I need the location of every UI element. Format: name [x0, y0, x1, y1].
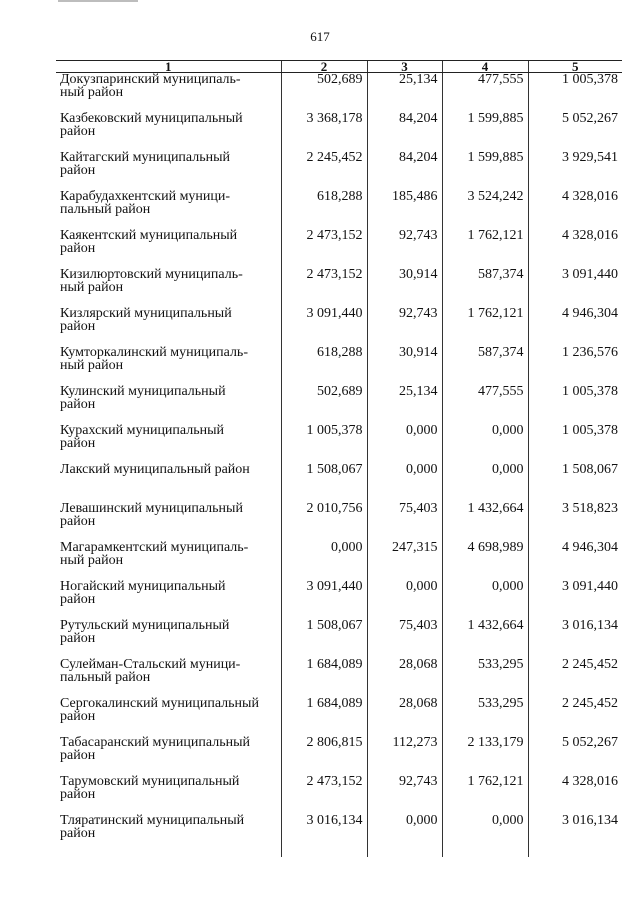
value-cell-c4: 477,555	[442, 385, 528, 424]
district-name-cell	[56, 307, 281, 346]
value-cell-c5: 1 005,378	[528, 424, 622, 463]
value-cell-c3: 84,204	[367, 112, 442, 151]
district-name-line: район	[60, 514, 96, 529]
district-name-line: район	[60, 319, 96, 334]
value-cell-c5: 2 245,452	[528, 658, 622, 697]
district-name-cell	[56, 229, 281, 268]
table-row	[56, 268, 622, 307]
value-cell-c3: 0,000	[367, 814, 442, 857]
header-col-5: 5	[528, 61, 622, 73]
value-cell-c5: 3 929,541	[528, 151, 622, 190]
page-edge-mark	[58, 0, 138, 2]
value-cell-c2: 2 806,815	[281, 736, 367, 775]
value-cell-c2: 3 016,134	[281, 814, 367, 857]
value-cell-c4: 1 599,885	[442, 151, 528, 190]
page-number: 617	[310, 29, 330, 44]
value-cell-c4: 477,555	[442, 73, 528, 113]
district-name-line: Лакский муниципальный район	[60, 462, 250, 477]
value-cell-c4: 533,295	[442, 697, 528, 736]
district-name-line: район	[60, 631, 96, 646]
value-cell-c4: 533,295	[442, 658, 528, 697]
value-cell-c4: 2 133,179	[442, 736, 528, 775]
table-row	[56, 229, 622, 268]
value-cell-c2: 2 473,152	[281, 268, 367, 307]
value-cell-c2: 502,689	[281, 385, 367, 424]
district-name-cell	[56, 580, 281, 619]
value-cell-c4: 0,000	[442, 580, 528, 619]
district-name-line: Кайтагский муниципальный	[60, 150, 231, 165]
district-name-line: Карабудахкентский муници-	[60, 189, 231, 204]
district-name-cell	[56, 619, 281, 658]
table-row	[56, 658, 622, 697]
district-name-cell	[56, 346, 281, 385]
value-cell-c2: 1 508,067	[281, 619, 367, 658]
value-cell-c3: 247,315	[367, 541, 442, 580]
district-name-line: Сергокалинский муниципальный	[60, 696, 259, 711]
value-cell-c3: 75,403	[367, 619, 442, 658]
value-cell-c4: 3 524,242	[442, 190, 528, 229]
table-row	[56, 736, 622, 775]
district-name-line: Кизилюртовский муниципаль-	[60, 267, 243, 282]
district-name-line: Казбековский муниципальный	[60, 111, 243, 126]
value-cell-c4: 0,000	[442, 424, 528, 463]
value-cell-c5: 4 328,016	[528, 229, 622, 268]
district-name-line: район	[60, 787, 96, 802]
value-cell-c2: 3 091,440	[281, 580, 367, 619]
value-cell-c4: 4 698,989	[442, 541, 528, 580]
value-cell-c5: 4 328,016	[528, 190, 622, 229]
table-row	[56, 73, 622, 113]
district-name-cell	[56, 814, 281, 857]
district-name-cell	[56, 736, 281, 775]
district-name-cell	[56, 268, 281, 307]
table-row	[56, 424, 622, 463]
value-cell-c2: 2 473,152	[281, 775, 367, 814]
district-name-line: район	[60, 124, 96, 139]
value-cell-c3: 75,403	[367, 502, 442, 541]
district-name-line: район	[60, 748, 96, 763]
table-row	[56, 775, 622, 814]
value-cell-c2: 618,288	[281, 190, 367, 229]
value-cell-c4: 587,374	[442, 268, 528, 307]
district-name-line: ный район	[60, 85, 124, 100]
district-name-cell	[56, 73, 281, 113]
district-name-line: район	[60, 397, 96, 412]
district-name-line: Кулинский муниципальный	[60, 384, 226, 399]
table-row	[56, 151, 622, 190]
value-cell-c4: 587,374	[442, 346, 528, 385]
value-cell-c2: 1 684,089	[281, 658, 367, 697]
table-body	[56, 73, 622, 858]
header-row	[56, 61, 622, 73]
value-cell-c4: 1 599,885	[442, 112, 528, 151]
value-cell-c5: 3 091,440	[528, 580, 622, 619]
district-name-cell	[56, 697, 281, 736]
value-cell-c2: 1 508,067	[281, 463, 367, 502]
value-cell-c2: 0,000	[281, 541, 367, 580]
value-cell-c3: 84,204	[367, 151, 442, 190]
value-cell-c3: 0,000	[367, 463, 442, 502]
district-name-line: Магарамкентский муниципаль-	[60, 540, 249, 555]
value-cell-c5: 3 016,134	[528, 814, 622, 857]
district-name-line: район	[60, 709, 96, 724]
value-cell-c4: 0,000	[442, 463, 528, 502]
district-name-line: район	[60, 592, 96, 607]
district-name-line: пальный район	[60, 670, 151, 685]
district-name-cell	[56, 112, 281, 151]
district-name-line: ный район	[60, 358, 124, 373]
value-cell-c5: 4 946,304	[528, 541, 622, 580]
table-row	[56, 346, 622, 385]
value-cell-c3: 185,486	[367, 190, 442, 229]
value-cell-c5: 5 052,267	[528, 736, 622, 775]
value-cell-c2: 3 368,178	[281, 112, 367, 151]
district-name-line: Тарумовский муниципальный	[60, 774, 240, 789]
district-name-line: Кизлярский муниципальный	[60, 306, 232, 321]
value-cell-c5: 1 236,576	[528, 346, 622, 385]
district-name-line: ный район	[60, 280, 124, 295]
value-cell-c5: 1 508,067	[528, 463, 622, 502]
district-name-cell	[56, 385, 281, 424]
value-cell-c2: 3 091,440	[281, 307, 367, 346]
value-cell-c2: 2 245,452	[281, 151, 367, 190]
value-cell-c4: 1 762,121	[442, 307, 528, 346]
district-name-line: район	[60, 826, 96, 841]
table-row	[56, 385, 622, 424]
value-cell-c2: 2 010,756	[281, 502, 367, 541]
value-cell-c3: 112,273	[367, 736, 442, 775]
table-row	[56, 541, 622, 580]
district-name-cell	[56, 541, 281, 580]
table-row	[56, 502, 622, 541]
value-cell-c3: 28,068	[367, 697, 442, 736]
value-cell-c3: 30,914	[367, 346, 442, 385]
value-cell-c5: 5 052,267	[528, 112, 622, 151]
value-cell-c3: 25,134	[367, 385, 442, 424]
district-name-line: район	[60, 241, 96, 256]
value-cell-c4: 1 762,121	[442, 775, 528, 814]
table-row	[56, 190, 622, 229]
district-name-line: ный район	[60, 553, 124, 568]
value-cell-c2: 2 473,152	[281, 229, 367, 268]
value-cell-c5: 1 005,378	[528, 385, 622, 424]
district-name-cell	[56, 424, 281, 463]
district-name-line: Докузпаринский муниципаль-	[60, 72, 241, 87]
value-cell-c5: 2 245,452	[528, 697, 622, 736]
value-cell-c3: 92,743	[367, 307, 442, 346]
district-name-line: Ногайский муниципальный	[60, 579, 226, 594]
value-cell-c2: 1 684,089	[281, 697, 367, 736]
value-cell-c4: 0,000	[442, 814, 528, 857]
district-name-line: район	[60, 163, 96, 178]
district-name-cell	[56, 190, 281, 229]
header-col-3: 3	[367, 61, 442, 73]
district-name-line: Левашинский муниципальный	[60, 501, 243, 516]
header-col-1: 1	[56, 61, 281, 73]
district-name-line: Сулейман-Стальский муници-	[60, 657, 241, 672]
header-col-2: 2	[281, 61, 367, 73]
value-cell-c3: 28,068	[367, 658, 442, 697]
data-table	[56, 60, 622, 857]
district-name-cell	[56, 775, 281, 814]
district-name-line: Каякентский муниципальный	[60, 228, 238, 243]
value-cell-c2: 502,689	[281, 73, 367, 113]
district-name-cell	[56, 151, 281, 190]
table-row	[56, 112, 622, 151]
table-row	[56, 814, 622, 857]
value-cell-c4: 1 762,121	[442, 229, 528, 268]
value-cell-c5: 3 016,134	[528, 619, 622, 658]
value-cell-c3: 92,743	[367, 775, 442, 814]
table-row	[56, 463, 622, 502]
value-cell-c4: 1 432,664	[442, 619, 528, 658]
district-name-cell	[56, 463, 281, 502]
value-cell-c5: 4 328,016	[528, 775, 622, 814]
value-cell-c4: 1 432,664	[442, 502, 528, 541]
district-name-cell	[56, 658, 281, 697]
value-cell-c5: 1 005,378	[528, 73, 622, 113]
table-row	[56, 307, 622, 346]
value-cell-c2: 618,288	[281, 346, 367, 385]
district-name-line: район	[60, 436, 96, 451]
table-row	[56, 619, 622, 658]
value-cell-c3: 0,000	[367, 580, 442, 619]
district-name-line: пальный район	[60, 202, 151, 217]
value-cell-c2: 1 005,378	[281, 424, 367, 463]
header-col-4: 4	[442, 61, 528, 73]
district-name-line: Рутульский муниципальный	[60, 618, 230, 633]
table-header	[56, 61, 622, 73]
value-cell-c3: 30,914	[367, 268, 442, 307]
table-row	[56, 580, 622, 619]
value-cell-c3: 92,743	[367, 229, 442, 268]
table-row	[56, 697, 622, 736]
value-cell-c5: 4 946,304	[528, 307, 622, 346]
district-name-line: Тляратинский муниципальный	[60, 813, 245, 828]
value-cell-c3: 25,134	[367, 73, 442, 113]
district-name-line: Кумторкалинский муниципаль-	[60, 345, 248, 360]
district-name-line: Табасаранский муниципальный	[60, 735, 250, 750]
value-cell-c5: 3 091,440	[528, 268, 622, 307]
value-cell-c5: 3 518,823	[528, 502, 622, 541]
district-name-line: Курахский муниципальный	[60, 423, 225, 438]
district-name-cell	[56, 502, 281, 541]
value-cell-c3: 0,000	[367, 424, 442, 463]
